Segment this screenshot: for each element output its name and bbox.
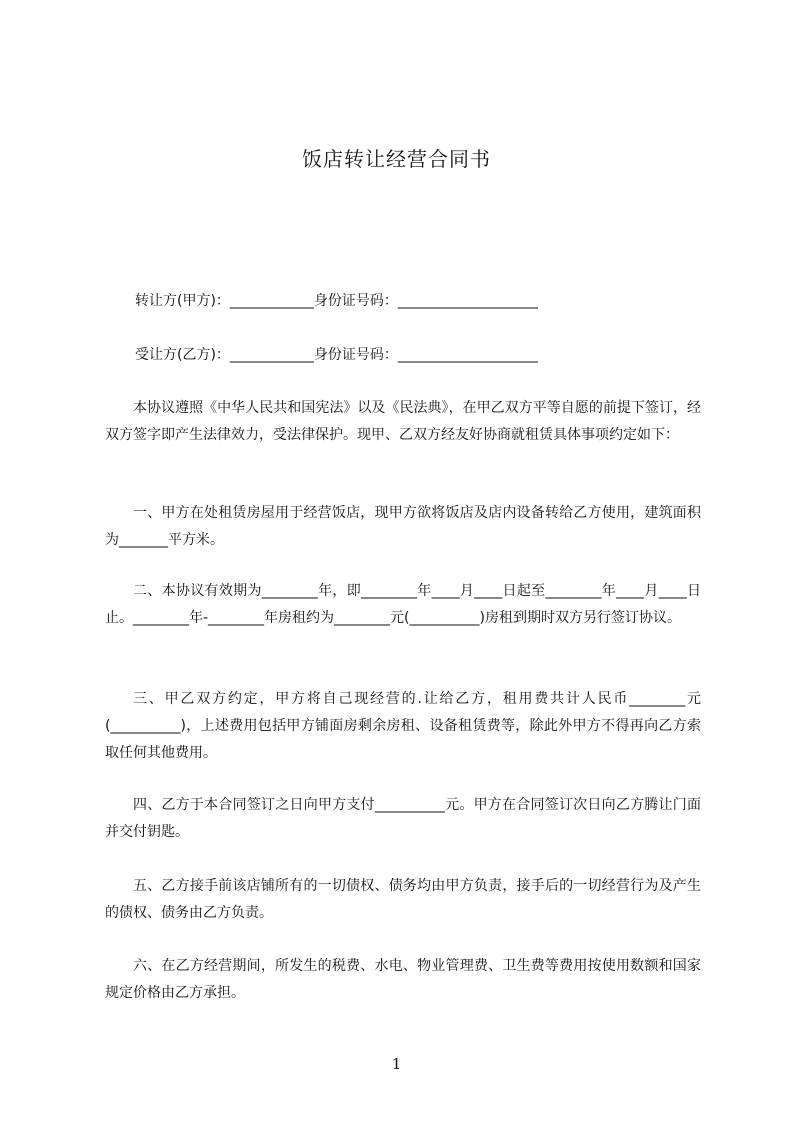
intro-paragraph (105, 395, 701, 449)
paragraph-text: 三、甲乙双方约定，甲方将自己现经营的.让给乙方，租用费共计人民币________元(__________)，上述费用包括甲方铺面房剩余房租、设备租赁费等，除此外甲方不得再向乙方索取任何其他费用。 (105, 691, 701, 761)
clause-3 (105, 686, 701, 767)
paragraph-text: 二、本协议有效期为________年，即________年____月____日起至________年____月____日止。________年-________年房租约为________元(__________)房租到期时双方另行签订协议。 (105, 583, 701, 626)
paragraph-text: 六、在乙方经营期间，所发生的税费、水电、物业管理费、卫生费等费用按使用数额和国家规定价格由乙方承担。 (105, 958, 701, 1001)
clause-6 (105, 953, 701, 1007)
clause-4 (105, 792, 701, 846)
paragraph-text: 四、乙方于本合同签订之日向甲方支付__________元。甲方在合同签订次日向乙方腾让门面并交付钥匙。 (105, 797, 701, 840)
clause-5 (105, 873, 701, 927)
transferor-line: 转让方(甲方)：____________身份证号码：____________________ (135, 293, 538, 309)
paragraph-text: 一、甲方在处租赁房屋用于经营饭店，现甲方欲将饭店及店内设备转给乙方使用，建筑面积为_______平方米。 (105, 505, 701, 548)
page-title: 饭店转让经营合同书 (302, 147, 491, 171)
clause-1 (105, 500, 701, 554)
clause-2 (105, 578, 701, 632)
paragraph-text: 本协议遵照《中华人民共和国宪法》以及《民法典》，在甲乙双方平等自愿的前提下签订，经双方签字即产生法律效力，受法律保护。现甲、乙双方经友好协商就租赁具体事项约定如下： (105, 400, 701, 443)
transferee-line: 受让方(乙方)：____________身份证号码：____________________ (135, 347, 538, 363)
paragraph-text: 五、乙方接手前该店铺所有的一切债权、债务均由甲方负责，接手后的一切经营行为及产生的债权、债务由乙方负责。 (105, 878, 701, 921)
page-number: 1 (391, 1055, 402, 1073)
